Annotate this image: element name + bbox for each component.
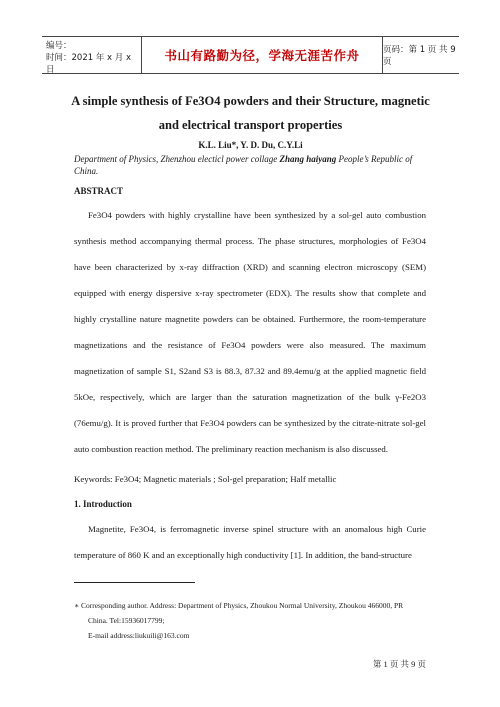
footnote-line1: ∗ Corresponding author. Address: Department of Physics, Zhoukou Normal University, Zhoukou 466000, PR [74,601,404,610]
header-time-label: 时间：2021 年 x 月 x 日 [46,53,132,75]
intro-text: Magnetite, Fe3O4, is ferromagnetic inverse spinel structure with an anomalous high Curie temperature of 860 K and an exceptionally high conductivity [1]. In addition, the band-structure [74,524,426,560]
paper-title-line1: A simple synthesis of Fe3O4 powders and their Structure, magnetic [71,94,430,108]
intro-heading: 1. Introduction [74,499,132,509]
paper-title-line2: and electrical transport properties [158,118,343,132]
paper-affiliation [74,153,434,177]
footnote-divider [74,582,195,583]
affiliation-suffix: People’s Republic of China. [74,154,413,176]
abstract-heading: ABSTRACT [74,186,124,196]
paper-authors: K.L. Liu*, Y. D. Du, C.Y.Li [198,140,303,150]
header-page-info: 页码：第 1 页 共 9 页 [383,45,456,67]
footnote [74,598,434,643]
page-number: 第 1 页 共 9 页 [372,659,426,669]
page-header [42,36,459,74]
abstract-text: Fe3O4 powders with highly crystalline have been synthesized by a sol-gel auto combustion synthesis method accompanying thermal process. The phase structures, morphologies of Fe3O4 have been characterized by x-ray diffraction (XRD) and scanning electron microscopy (SEM) equipped with energy dispersive x-ray spectrometer (EDX). The results show that complete and highly crystalline nature magnetite powders can be obtained. Furthermore, the room-temperature magnetizations and the resistance of Fe3O4 powders were also measured. The maximum magnetization of sample S1, S2and S3 is 88.3, 87.32 and 89.4emu/g at the applied magnetic field 5kOe, respectively, which are larger than the saturation magnetization of the bulk γ-Fe2O3 (76emu/g). It is proved further that Fe3O4 powders can be synthesized by the citrate-nitrate sol-gel auto combustion reaction method. The preliminary reaction mechanism is also discussed. [74,210,426,454]
keywords: Keywords: Fe3O4; Magnetic materials ; Sol-gel preparation; Half metallic [74,474,337,484]
header-meta [42,37,142,73]
footnote-line2: China. Tel:15936017799; [88,616,165,625]
header-motto: 书山有路勤为径，学海无涯苦作舟 [142,37,383,73]
affiliation-prefix: Department of Physics, Zhenzhou electicl power collage [74,154,280,164]
affiliation-name: Zhang haiyang [279,154,337,164]
header-number-label: 编号： [46,41,72,51]
footnote-line3: E-mail address:liukuili@163.com [88,631,190,640]
